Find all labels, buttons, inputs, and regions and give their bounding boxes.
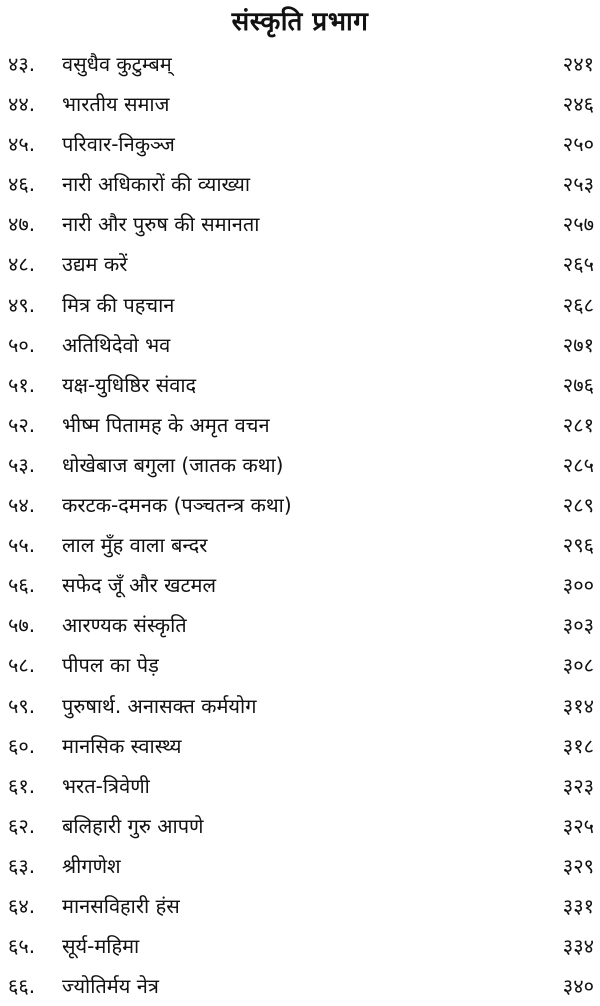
toc-entry [0,204,600,244]
toc-entry [0,244,600,284]
entry-title: वसुधैव कुटुम्बम् [62,52,172,76]
toc-entry [0,325,600,365]
entry-title: भारतीय समाज [62,92,170,117]
entry-title: अतिथिदेवो भव [62,332,171,357]
entry-title: आरण्यक संस्कृति [62,613,187,638]
entry-title: मित्र की पहचान [62,292,175,317]
toc-entry [0,605,600,645]
entry-page: २७६ [562,372,594,397]
entry-number: ६२. [8,813,36,838]
toc-entry [0,886,600,926]
entry-title: मानसविहारी हंस [62,893,180,918]
toc-entry [0,645,600,685]
entry-number: ४५. [8,132,36,157]
entry-title: ज्योतिर्मय नेत्र [62,974,159,999]
toc-entry [0,485,600,525]
entry-page: ३१४ [562,693,594,718]
toc-entry [0,726,600,766]
toc-entry [0,846,600,886]
entry-number: ४४. [8,92,36,117]
entry-page: ३०८ [562,653,594,678]
entry-title: पुरुषार्थ. अनासक्त कर्मयोग [62,693,257,718]
entry-page: ३२९ [562,853,594,878]
entry-title: यक्ष-युधिष्ठिर संवाद [62,372,197,397]
entry-page: ३३४ [562,934,594,959]
entry-page: २८१ [562,412,594,437]
entry-title: बलिहारी गुरु आपणे [62,813,204,838]
entry-number: ४८. [8,252,36,277]
toc-entry [0,84,600,124]
entry-number: ५०. [8,332,36,357]
entry-number: ६६. [8,974,36,999]
entry-number: ४७. [8,212,36,237]
entry-title: भीष्म पितामह के अमृत वचन [62,412,270,437]
entry-page: २५० [562,132,594,157]
entry-page: २५७ [562,212,594,237]
entry-title: सूर्य-महिमा [62,934,140,959]
table-of-contents [0,44,600,1006]
toc-entry [0,285,600,325]
entry-number: ५९. [8,693,36,718]
entry-page: ३३१ [562,893,594,918]
entry-page: २६५ [562,252,594,277]
entry-number: ५१. [8,372,36,397]
entry-number: ६१. [8,773,36,798]
toc-entry [0,124,600,164]
entry-page: ३०० [562,573,594,598]
entry-page: २८५ [562,452,594,477]
entry-page: २४६ [562,92,594,117]
entry-title: करटक-दमनक (पञ्चतन्त्र कथा) [62,493,292,518]
entry-page: ३१८ [562,733,594,758]
toc-entry [0,806,600,846]
entry-page: ३२३ [562,773,594,798]
entry-title: परिवार-निकुञ्ज [62,132,175,157]
toc-entry [0,405,600,445]
entry-title: धोखेबाज बगुला (जातक कथा) [62,452,284,477]
entry-page: २४१ [562,52,594,76]
entry-number: ५२. [8,412,36,437]
entry-number: ५३. [8,452,36,477]
entry-number: ५४. [8,493,36,518]
entry-page: २८९ [562,493,594,518]
entry-page: २७१ [562,332,594,357]
toc-entry [0,525,600,565]
entry-page: ३२५ [562,813,594,838]
entry-title: सफेद जूँ और खटमल [62,573,217,598]
toc-entry [0,365,600,405]
entry-title: नारी अधिकारों की व्याख्या [62,172,251,197]
entry-title: भरत-त्रिवेणी [62,773,150,798]
entry-number: ५६. [8,573,36,598]
entry-number: ५८. [8,653,36,678]
entry-title: मानसिक स्वास्थ्य [62,733,182,758]
entry-title: उद्यम करें [62,252,128,277]
toc-entry [0,766,600,806]
entry-number: ४६. [8,172,36,197]
entry-page: २५३ [562,172,594,197]
entry-number: ६४. [8,893,36,918]
toc-entry [0,565,600,605]
entry-page: ३०३ [562,613,594,638]
toc-entry [0,445,600,485]
entry-title: नारी और पुरुष की समानता [62,212,260,237]
entry-title: लाल मुँह वाला बन्दर [62,533,208,558]
entry-page: ३४० [562,974,594,999]
entry-number: ६५. [8,934,36,959]
toc-entry [0,44,600,84]
toc-entry [0,164,600,204]
page-title: संस्कृति प्रभाग [231,7,369,37]
entry-number: ५७. [8,613,36,638]
toc-entry [0,926,600,966]
entry-title: श्रीगणेश [62,853,121,878]
entry-number: ४३. [8,52,36,76]
entry-number: ५५. [8,533,36,558]
entry-title: पीपल का पेड़ [62,653,159,678]
entry-number: ६०. [8,733,36,758]
entry-number: ४९. [8,292,36,317]
entry-page: २९६ [562,533,594,558]
entry-number: ६३. [8,853,36,878]
entry-page: २६८ [562,292,594,317]
toc-entry [0,966,600,1006]
toc-entry [0,686,600,726]
